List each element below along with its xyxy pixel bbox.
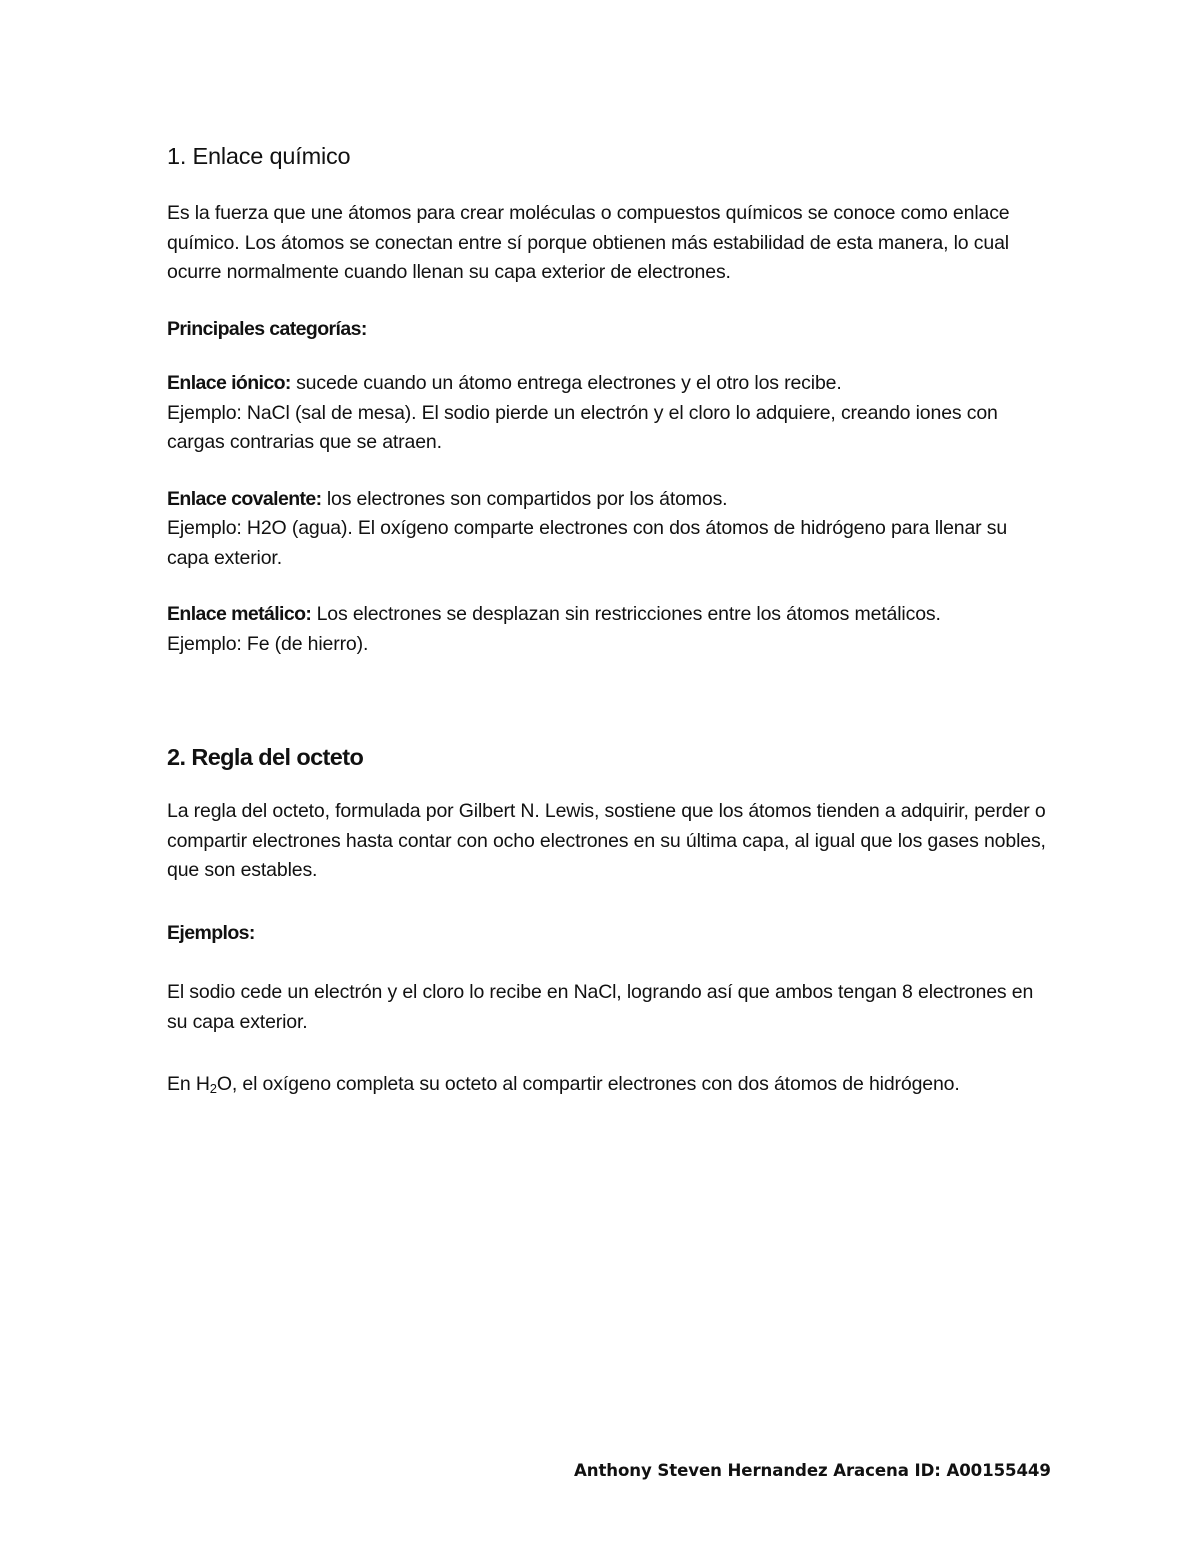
covalent-bond-text: los electrones son compartidos por los átomos. (321, 487, 728, 510)
metallic-bond-definition (167, 600, 1047, 630)
examples-heading (167, 919, 1047, 949)
section-2-title-text: 2. Regla del octeto (167, 744, 364, 770)
covalent-bond-block (167, 485, 1047, 574)
octet-example-2-start: En H (167, 1073, 210, 1095)
ionic-bond-example: Ejemplo: NaCl (sal de mesa). El sodio pierde un electrón y el cloro lo adquiere, creando iones con cargas contrarias que se atraen. (167, 401, 998, 453)
metallic-bond-example: Ejemplo: Fe (de hierro). (167, 632, 369, 655)
octet-example-2 (167, 1070, 1047, 1100)
categories-heading (167, 315, 1047, 345)
ionic-bond-definition (167, 369, 1047, 399)
section-1-intro: Es la fuerza que une átomos para crear moléculas o compuestos químicos se conoce como enlace químico. Los átomos se conectan entre sí porque obtienen más estabilidad de esta manera, lo cual ocurre normalmente cuando llenan su capa exterior de electrones. (167, 202, 1010, 283)
metallic-bond-label: Enlace metálico: (167, 603, 312, 625)
covalent-bond-definition (167, 485, 1047, 515)
section-2-intro: La regla del octeto, formulada por Gilbert N. Lewis, sostiene que los átomos tienden a adquirir, perder o compartir electrones hasta contar con ocho electrones en su última capa, al igual que los gases nobles, que son estables. (167, 800, 1046, 881)
footer-author-id: Anthony Steven Hernandez Aracena ID: A00155449 (574, 1461, 1051, 1480)
octet-example-2-rest: O, el oxígeno completa su octeto al compartir electrones con dos átomos de hidrógeno. (216, 1073, 960, 1095)
covalent-bond-label: Enlace covalente: (167, 487, 322, 510)
octet-example-1: El sodio cede un electrón y el cloro lo recibe en NaCl, logrando así que ambos tengan 8 electrones en su capa exterior. (167, 981, 1034, 1033)
covalent-bond-example: Ejemplo: H2O (agua). El oxígeno comparte electrones con dos átomos de hidrógeno para llenar su capa exterior. (167, 517, 1008, 569)
ionic-bond-label: Enlace iónico: (167, 372, 291, 394)
section-2-title (167, 741, 1047, 773)
metallic-bond-text: Los electrones se desplazan sin restricciones entre los átomos metálicos. (311, 603, 941, 625)
categories-heading-label: Principales categorías: (167, 317, 367, 340)
examples-heading-label: Ejemplos: (167, 921, 255, 944)
ionic-bond-text: sucede cuando un átomo entrega electrones y el otro los recibe. (290, 372, 842, 394)
metallic-bond-block (167, 600, 1047, 659)
document-body (167, 140, 1047, 1100)
ionic-bond-block (167, 369, 1047, 458)
octet-example-2-subscript: 2 (209, 1081, 217, 1096)
section-1-title: 1. Enlace químico (167, 143, 351, 169)
section-spacer (167, 686, 1047, 741)
